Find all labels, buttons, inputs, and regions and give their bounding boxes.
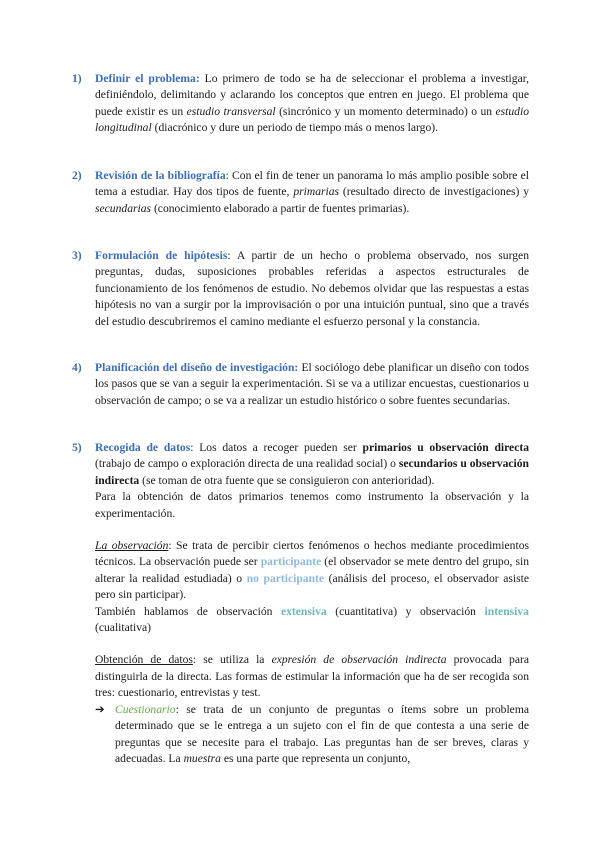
item-4: 4) Planificación del diseño de investigación: El sociólogo debe planificar un diseño con todos los pasos que se van a seguir la experimentación. Si se va a utilizar encuestas, cuestionarios u observación de campo; o se va a realizar un estudio histórico o sobre fuentes secundarias. [72,361,529,407]
item-title: Formulación de hipótesis [95,249,228,262]
item-title: Planificación del diseño de investigación: [95,361,299,374]
obtencion-paragraph: Obtención de datos: se utiliza la expresión de observación indirecta provocada para distinguirla de la directa. Las formas de estimular la información que ha de ser recogida son tres: cuestionario, entrevistas y test. [95,653,530,700]
item-title: Definir el problema: [95,72,200,85]
item-number: 3) [72,249,82,262]
item-number: 1) [72,72,82,85]
observacion-label: La observación [95,539,169,553]
item-number: 2) [72,169,82,182]
item-number: 5) [72,441,82,454]
item-title: Revisión de la bibliografía [95,169,226,182]
item-5: 5) Recogida de datos: Los datos a recoger pueden ser primarios u observación directa (trabajo de campo o exploración directa de una realidad social) o secundarios u observación indirecta (se toman de otra fuente que se consiguieron con anterioridad). Para la obtención de datos primarios tenemos como instrumento la observación y la experimentación. La observación: Se trata de percibir ciertos fenómenos o hechos mediante procedimientos técnicos. La observación puede ser participante (el observador se mete dentro del grupo, sin alterar la realidad estudiada) o no participante (análisis del proceso, el observador asiste pero sin participar). También hablamos de observación extensiva (cuantitativa) y observación intensiva (cualitativa) Obtención de datos: se utiliza la expresión de observación indirecta provocada para distinguirla de la directa. Las formas de estimular la información que ha de ser recogida son tres: cuestionario, entrevistas y test. ➔ Cuestionario: se trata de un conjunto de preguntas o ítems sobre un problema determinado que se le entrega a un sujeto con el fin de que contesta a una serie de preguntas que se necesite para el trabajo. Las preguntas han de ser breves, claras y adecuadas. La muestra es una parte que representa un conjunto, [95,440,529,767]
item-1: 1) Definir el problema: Lo primero de todo se ha de seleccionar el problema a investigar, definiéndolo, delimitando y aclarando los conceptos que entren en juego. El problema que puede existir es un estudio transversal (sincrónico y un momento determinado) o un estudio longitudinal (diacrónico y dure un periodo de tiempo más o menos largo). [72,72,530,135]
item-number: 4) [72,361,82,374]
item-3: 3) Formulación de hipótesis: A partir de un hecho o problema observado, nos surgen preguntas, dudas, suposiciones probables referidas a aspectos estructurales de funcionamiento de los fenómenos de estudio. No debemos olvidar que las respuestas a estas hipótesis no van a surgir por la improvisación o por una intuición puntual, sino que a través del estudio descubriremos el camino mediante el esfuerzo personal y la constancia. [72,249,529,328]
bullet-cuestionario: ➔ Cuestionario: se trata de un conjunto de preguntas o ítems sobre un problema determinado que se le entrega a un sujeto con el fin de que contesta a una serie de preguntas que se necesite para el trabajo. Las preguntas han de ser breves, claras y adecuadas. La muestra es una parte que representa un conjunto, [95,702,529,765]
item-title: Recogida de datos [95,441,191,454]
observacion-paragraph: La observación: Se trata de percibir ciertos fenómenos o hechos mediante procedimientos técnicos. La observación puede ser participante (el observador se mete dentro del grupo, sin alterar la realidad estudiada) o no participante (análisis del proceso, el observador asiste pero sin participar). [95,539,530,602]
item-2: 2) Revisión de la bibliografía: Con el fin de tener un panorama lo más amplio posible sobre el tema a estudiar. Hay dos tipos de fuente, primarias (resultado directo de investigaciones) y secundarias (conocimiento elaborado a partir de fuentes primarias). [72,169,529,215]
bullet-label: Cuestionario [115,702,176,716]
obtencion-label: Obtención de datos [95,653,193,667]
paragraph: Para la obtención de datos primarios tenemos como instrumento la observación y la experimentación. [95,490,529,520]
observacion-types: También hablamos de observación extensiva (cuantitativa) y observación intensiva (cualitativa) [95,604,529,635]
arrow-icon: ➔ [95,702,105,716]
